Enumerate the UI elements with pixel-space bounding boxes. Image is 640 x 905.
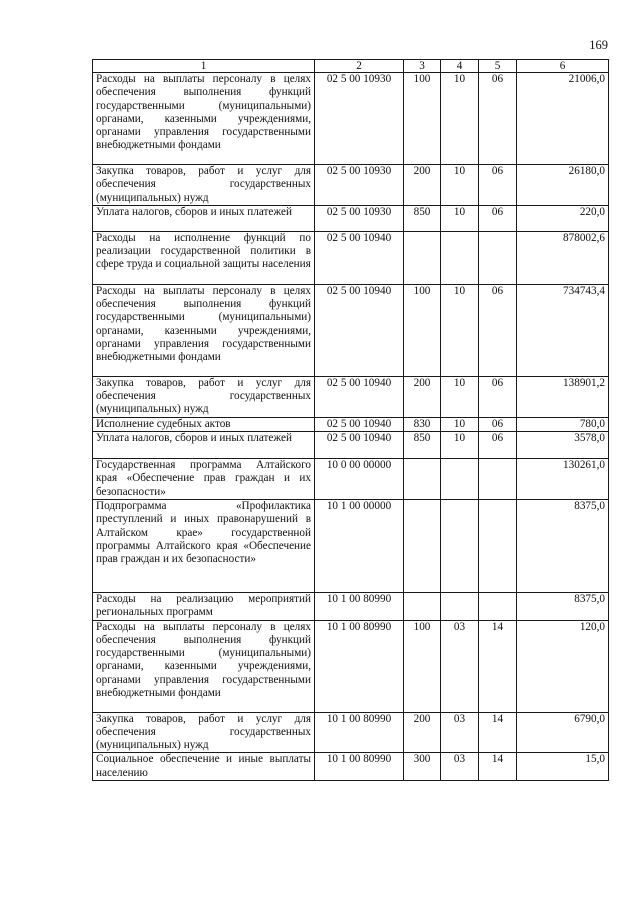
cell-description: Исполнение судебных актов [93,417,315,431]
header-col-4: 4 [441,60,479,73]
table-body [93,73,609,781]
cell-amount: 220,0 [517,205,609,231]
cell-target-code: 02 5 00 10940 [315,231,404,284]
header-col-5: 5 [479,60,517,73]
cell-section: 03 [441,753,479,781]
cell-section [441,231,479,284]
cell-amount: 878002,6 [517,231,609,284]
cell-subsection: 06 [479,376,517,417]
table-header [93,60,609,73]
cell-amount: 8375,0 [517,592,609,620]
cell-expense-type: 200 [404,376,441,417]
budget-table [92,59,609,781]
header-col-2: 2 [315,60,404,73]
cell-subsection: 06 [479,165,517,206]
cell-amount: 3578,0 [517,432,609,459]
cell-description: Подпрограмма «Профилактика преступлений и иных правонарушений в Алтайском крае» государственной программы Алтайского края «Обеспечение прав граждан и их безопасности» [93,499,315,592]
cell-description: Расходы на исполнение функций по реализации государственной политики в сфере труда и социальной защиты населения [93,231,315,284]
cell-description: Закупка товаров, работ и услуг для обеспечения государственных (муниципальных) нужд [93,165,315,206]
cell-expense-type: 850 [404,432,441,459]
table-row [93,417,609,431]
cell-target-code: 10 1 00 00000 [315,499,404,592]
cell-section: 10 [441,432,479,459]
cell-target-code: 02 5 00 10940 [315,376,404,417]
cell-description: Уплата налогов, сборов и иных платежей [93,205,315,231]
cell-subsection [479,459,517,500]
cell-target-code: 10 1 00 80990 [315,620,404,712]
cell-subsection: 14 [479,620,517,712]
cell-section: 10 [441,284,479,376]
cell-subsection [479,231,517,284]
cell-subsection: 06 [479,432,517,459]
page-number: 169 [589,38,608,52]
cell-section: 10 [441,73,479,165]
header-col-6: 6 [517,60,609,73]
cell-expense-type: 100 [404,73,441,165]
cell-target-code: 02 5 00 10940 [315,432,404,459]
cell-description: Уплата налогов, сборов и иных платежей [93,432,315,459]
cell-description: Социальное обеспечение и иные выплаты населению [93,753,315,781]
cell-amount: 8375,0 [517,499,609,592]
cell-section: 03 [441,620,479,712]
cell-section: 10 [441,376,479,417]
cell-target-code: 02 5 00 10930 [315,205,404,231]
cell-expense-type: 850 [404,205,441,231]
cell-description: Государственная программа Алтайского края «Обеспечение прав граждан и их безопасности» [93,459,315,500]
cell-amount: 15,0 [517,753,609,781]
cell-target-code: 10 0 00 00000 [315,459,404,500]
header-col-1: 1 [93,60,315,73]
cell-target-code: 10 1 00 80990 [315,712,404,753]
cell-expense-type [404,231,441,284]
table-row [93,432,609,459]
cell-expense-type [404,499,441,592]
table-row [93,231,609,284]
cell-description: Расходы на выплаты персоналу в целях обеспечения выполнения функций государственными (муниципальными) органами, казенными учреждениями, органами управления государственными внебюджетными фондами [93,73,315,165]
cell-amount: 138901,2 [517,376,609,417]
cell-subsection: 06 [479,205,517,231]
cell-amount: 120,0 [517,620,609,712]
cell-subsection: 14 [479,712,517,753]
cell-description: Расходы на выплаты персоналу в целях обеспечения выполнения функций государственными (муниципальными) органами, казенными учреждениями, органами управления государственными внебюджетными фондами [93,620,315,712]
cell-expense-type [404,459,441,500]
cell-target-code: 10 1 00 80990 [315,592,404,620]
cell-amount: 6790,0 [517,712,609,753]
cell-amount: 130261,0 [517,459,609,500]
cell-amount: 26180,0 [517,165,609,206]
cell-amount: 780,0 [517,417,609,431]
cell-target-code: 02 5 00 10940 [315,417,404,431]
header-row [93,60,609,73]
cell-section [441,459,479,500]
cell-section [441,592,479,620]
cell-subsection: 06 [479,73,517,165]
cell-subsection: 14 [479,753,517,781]
cell-target-code: 02 5 00 10930 [315,165,404,206]
cell-target-code: 02 5 00 10940 [315,284,404,376]
cell-expense-type: 100 [404,620,441,712]
cell-description: Закупка товаров, работ и услуг для обеспечения государственных (муниципальных) нужд [93,712,315,753]
cell-subsection: 06 [479,284,517,376]
table-row [93,712,609,753]
cell-section: 10 [441,205,479,231]
cell-description: Расходы на реализацию мероприятий региональных программ [93,592,315,620]
table-row [93,499,609,592]
header-col-3: 3 [404,60,441,73]
table-row [93,73,609,165]
table-row [93,165,609,206]
cell-expense-type: 200 [404,712,441,753]
cell-section: 10 [441,165,479,206]
cell-expense-type: 200 [404,165,441,206]
cell-amount: 734743,4 [517,284,609,376]
cell-subsection [479,499,517,592]
cell-description: Расходы на выплаты персоналу в целях обеспечения выполнения функций государственными (муниципальными) органами, казенными учреждениями, органами управления государственными внебюджетными фондами [93,284,315,376]
table-row [93,620,609,712]
cell-target-code: 10 1 00 80990 [315,753,404,781]
cell-section: 03 [441,712,479,753]
cell-expense-type: 830 [404,417,441,431]
cell-section: 10 [441,417,479,431]
table-row [93,753,609,781]
cell-subsection [479,592,517,620]
table-row [93,459,609,500]
cell-expense-type: 300 [404,753,441,781]
cell-expense-type [404,592,441,620]
cell-amount: 21006,0 [517,73,609,165]
cell-expense-type: 100 [404,284,441,376]
cell-subsection: 06 [479,417,517,431]
cell-section [441,499,479,592]
cell-target-code: 02 5 00 10930 [315,73,404,165]
table-row [93,376,609,417]
table-row [93,284,609,376]
table-row [93,592,609,620]
table-row [93,205,609,231]
cell-description: Закупка товаров, работ и услуг для обеспечения государственных (муниципальных) нужд [93,376,315,417]
